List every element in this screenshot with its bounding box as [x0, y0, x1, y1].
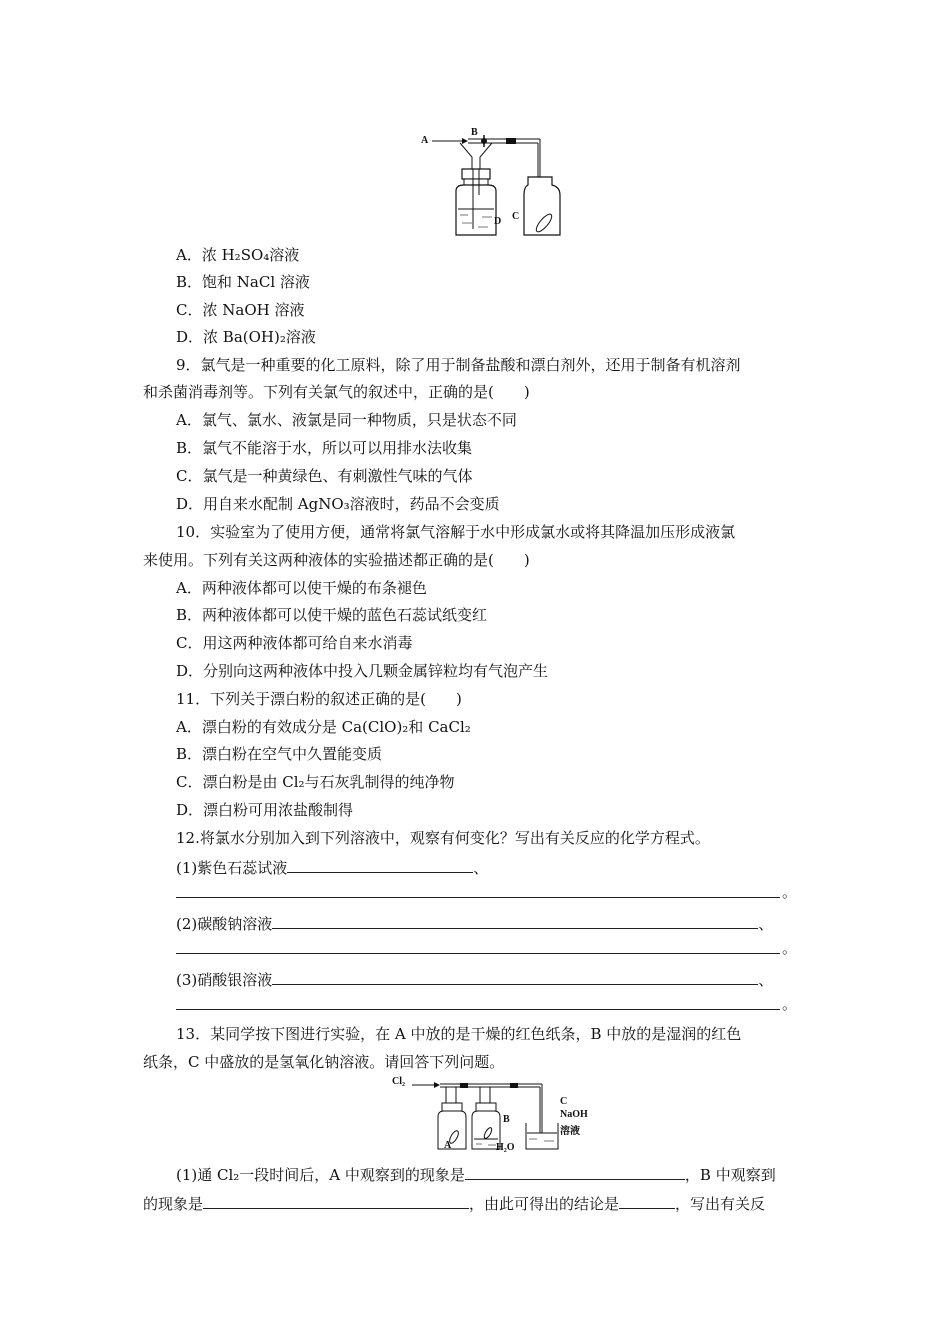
q13-sub1-blank-b[interactable] [203, 1192, 469, 1209]
q13-stem-line2: 纸条，C 中盛放的是氢氧化钠溶液。请回答下列问题。 [143, 1053, 505, 1071]
q13-sub1-line2 [143, 1192, 765, 1214]
q13-sub1-text-d: ，由此可得出的结论是 [469, 1195, 620, 1213]
q8-option-c: C．浓 NaOH 溶液 [176, 301, 305, 319]
q10-option-d: D．分别向这两种液体中投入几颗金属锌粒均有气泡产生 [176, 662, 549, 680]
q8-option-a: A．浓 H₂SO₄溶液 [176, 246, 300, 264]
q12-part1-period: 。 [782, 883, 798, 901]
apparatus-2-label-naoh: NaOH [560, 1109, 588, 1120]
q11-option-c: C．漂白粉是由 Cl₂与石灰乳制得的纯净物 [176, 773, 455, 791]
q9-option-c: C．氯气是一种黄绿色、有刺激性气味的气体 [176, 467, 473, 485]
apparatus-2-label-h2o: H₂O [496, 1142, 515, 1153]
apparatus-1-label-a: A [421, 135, 429, 146]
q12-part3-blank-a[interactable] [272, 968, 758, 985]
q12-part3-comma: 、 [758, 971, 774, 989]
q12-part1-comma: 、 [473, 859, 489, 877]
q12-part2-comma: 、 [758, 915, 774, 933]
apparatus-2-label-cl2: Cl₂ [392, 1076, 405, 1087]
q12-part2-blank-b[interactable] [176, 952, 780, 954]
q13-sub1-text-a: (1)通 Cl₂一段时间后，A 中观察到的现象是 [176, 1166, 465, 1184]
apparatus-1-label-b: B [471, 127, 478, 138]
q13-sub1-blank-a[interactable] [465, 1163, 685, 1180]
q11-stem: 11．下列关于漂白粉的叙述正确的是( ) [176, 690, 462, 708]
q13-sub1-blank-c[interactable] [619, 1192, 675, 1209]
q10-option-b: B．两种液体都可以使干燥的蓝色石蕊试纸变红 [176, 606, 488, 624]
q11-option-a: A．漂白粉的有效成分是 Ca(ClO)₂和 CaCl₂ [176, 718, 471, 736]
apparatus-2-label-a: A [444, 1140, 452, 1151]
q12-part2-line [176, 912, 773, 934]
apparatus-2-label-b: B [503, 1114, 510, 1125]
q12-part3-label: (3)硝酸银溶液 [176, 971, 273, 989]
q10-stem-line2: 来使用。下列有关这两种液体的实验描述都正确的是( ) [143, 551, 530, 569]
q12-part3-period: 。 [782, 995, 798, 1013]
apparatus-1-label-d: D [494, 216, 502, 227]
q12-stem: 12.将氯水分别加入到下列溶液中，观察有何变化？写出有关反应的化学方程式。 [176, 829, 710, 847]
q13-sub1-text-e: ，写出有关反 [675, 1195, 766, 1213]
q13-sub1-text-c: 的现象是 [143, 1195, 204, 1213]
apparatus-2-label-c: C [560, 1096, 568, 1107]
q10-option-c: C．用这两种液体都可给自来水消毒 [176, 634, 413, 652]
q12-part2-blank-a[interactable] [272, 912, 758, 929]
q8-option-d: D．浓 Ba(OH)₂溶液 [176, 328, 316, 346]
q11-option-b: B．漂白粉在空气中久置能变质 [176, 745, 383, 763]
q13-sub1-text-b: ，B 中观察到 [684, 1166, 776, 1184]
q9-stem-line1: 9．氯气是一种重要的化工原料，除了用于制备盐酸和漂白剂外，还用于制备有机溶剂 [176, 356, 741, 374]
q12-part1-label: (1)紫色石蕊试液 [176, 859, 288, 877]
q13-sub1-line1 [176, 1163, 776, 1185]
q10-stem-line1: 10．实验室为了使用方便，通常将氯气溶解于水中形成氯水或将其降温加压形成液氯 [176, 523, 736, 541]
q9-option-b: B．氯气不能溶于水，所以可以用排水法收集 [176, 439, 473, 457]
q12-part1-blank-a[interactable] [287, 856, 473, 873]
q9-option-a: A．氯气、氯水、液氯是同一种物质，只是状态不同 [176, 411, 517, 429]
q13-stem-line1: 13．某同学按下图进行实验，在 A 中放的是干燥的红色纸条，B 中放的是湿润的红色 [176, 1025, 742, 1043]
q12-part2-period: 。 [782, 939, 798, 957]
q9-stem-line2: 和杀菌消毒剂等。下列有关氯气的叙述中，正确的是( ) [143, 383, 530, 401]
q12-part3-blank-b[interactable] [176, 1008, 780, 1010]
q9-option-d: D．用自来水配制 AgNO₃溶液时，药品不会变质 [176, 495, 500, 513]
q12-part1-blank-b[interactable] [176, 896, 780, 898]
apparatus-2-label-solution: 溶液 [560, 1126, 580, 1137]
apparatus-1-label-c: C [512, 211, 520, 222]
q11-option-d: D．漂白粉可用浓盐酸制得 [176, 801, 354, 819]
q8-option-b: B．饱和 NaCl 溶液 [176, 273, 310, 291]
q12-part2-label: (2)碳酸钠溶液 [176, 915, 273, 933]
q12-part3-line [176, 968, 773, 990]
q12-part1-line [176, 856, 488, 878]
q10-option-a: A．两种液体都可以使干燥的布条褪色 [176, 579, 427, 597]
